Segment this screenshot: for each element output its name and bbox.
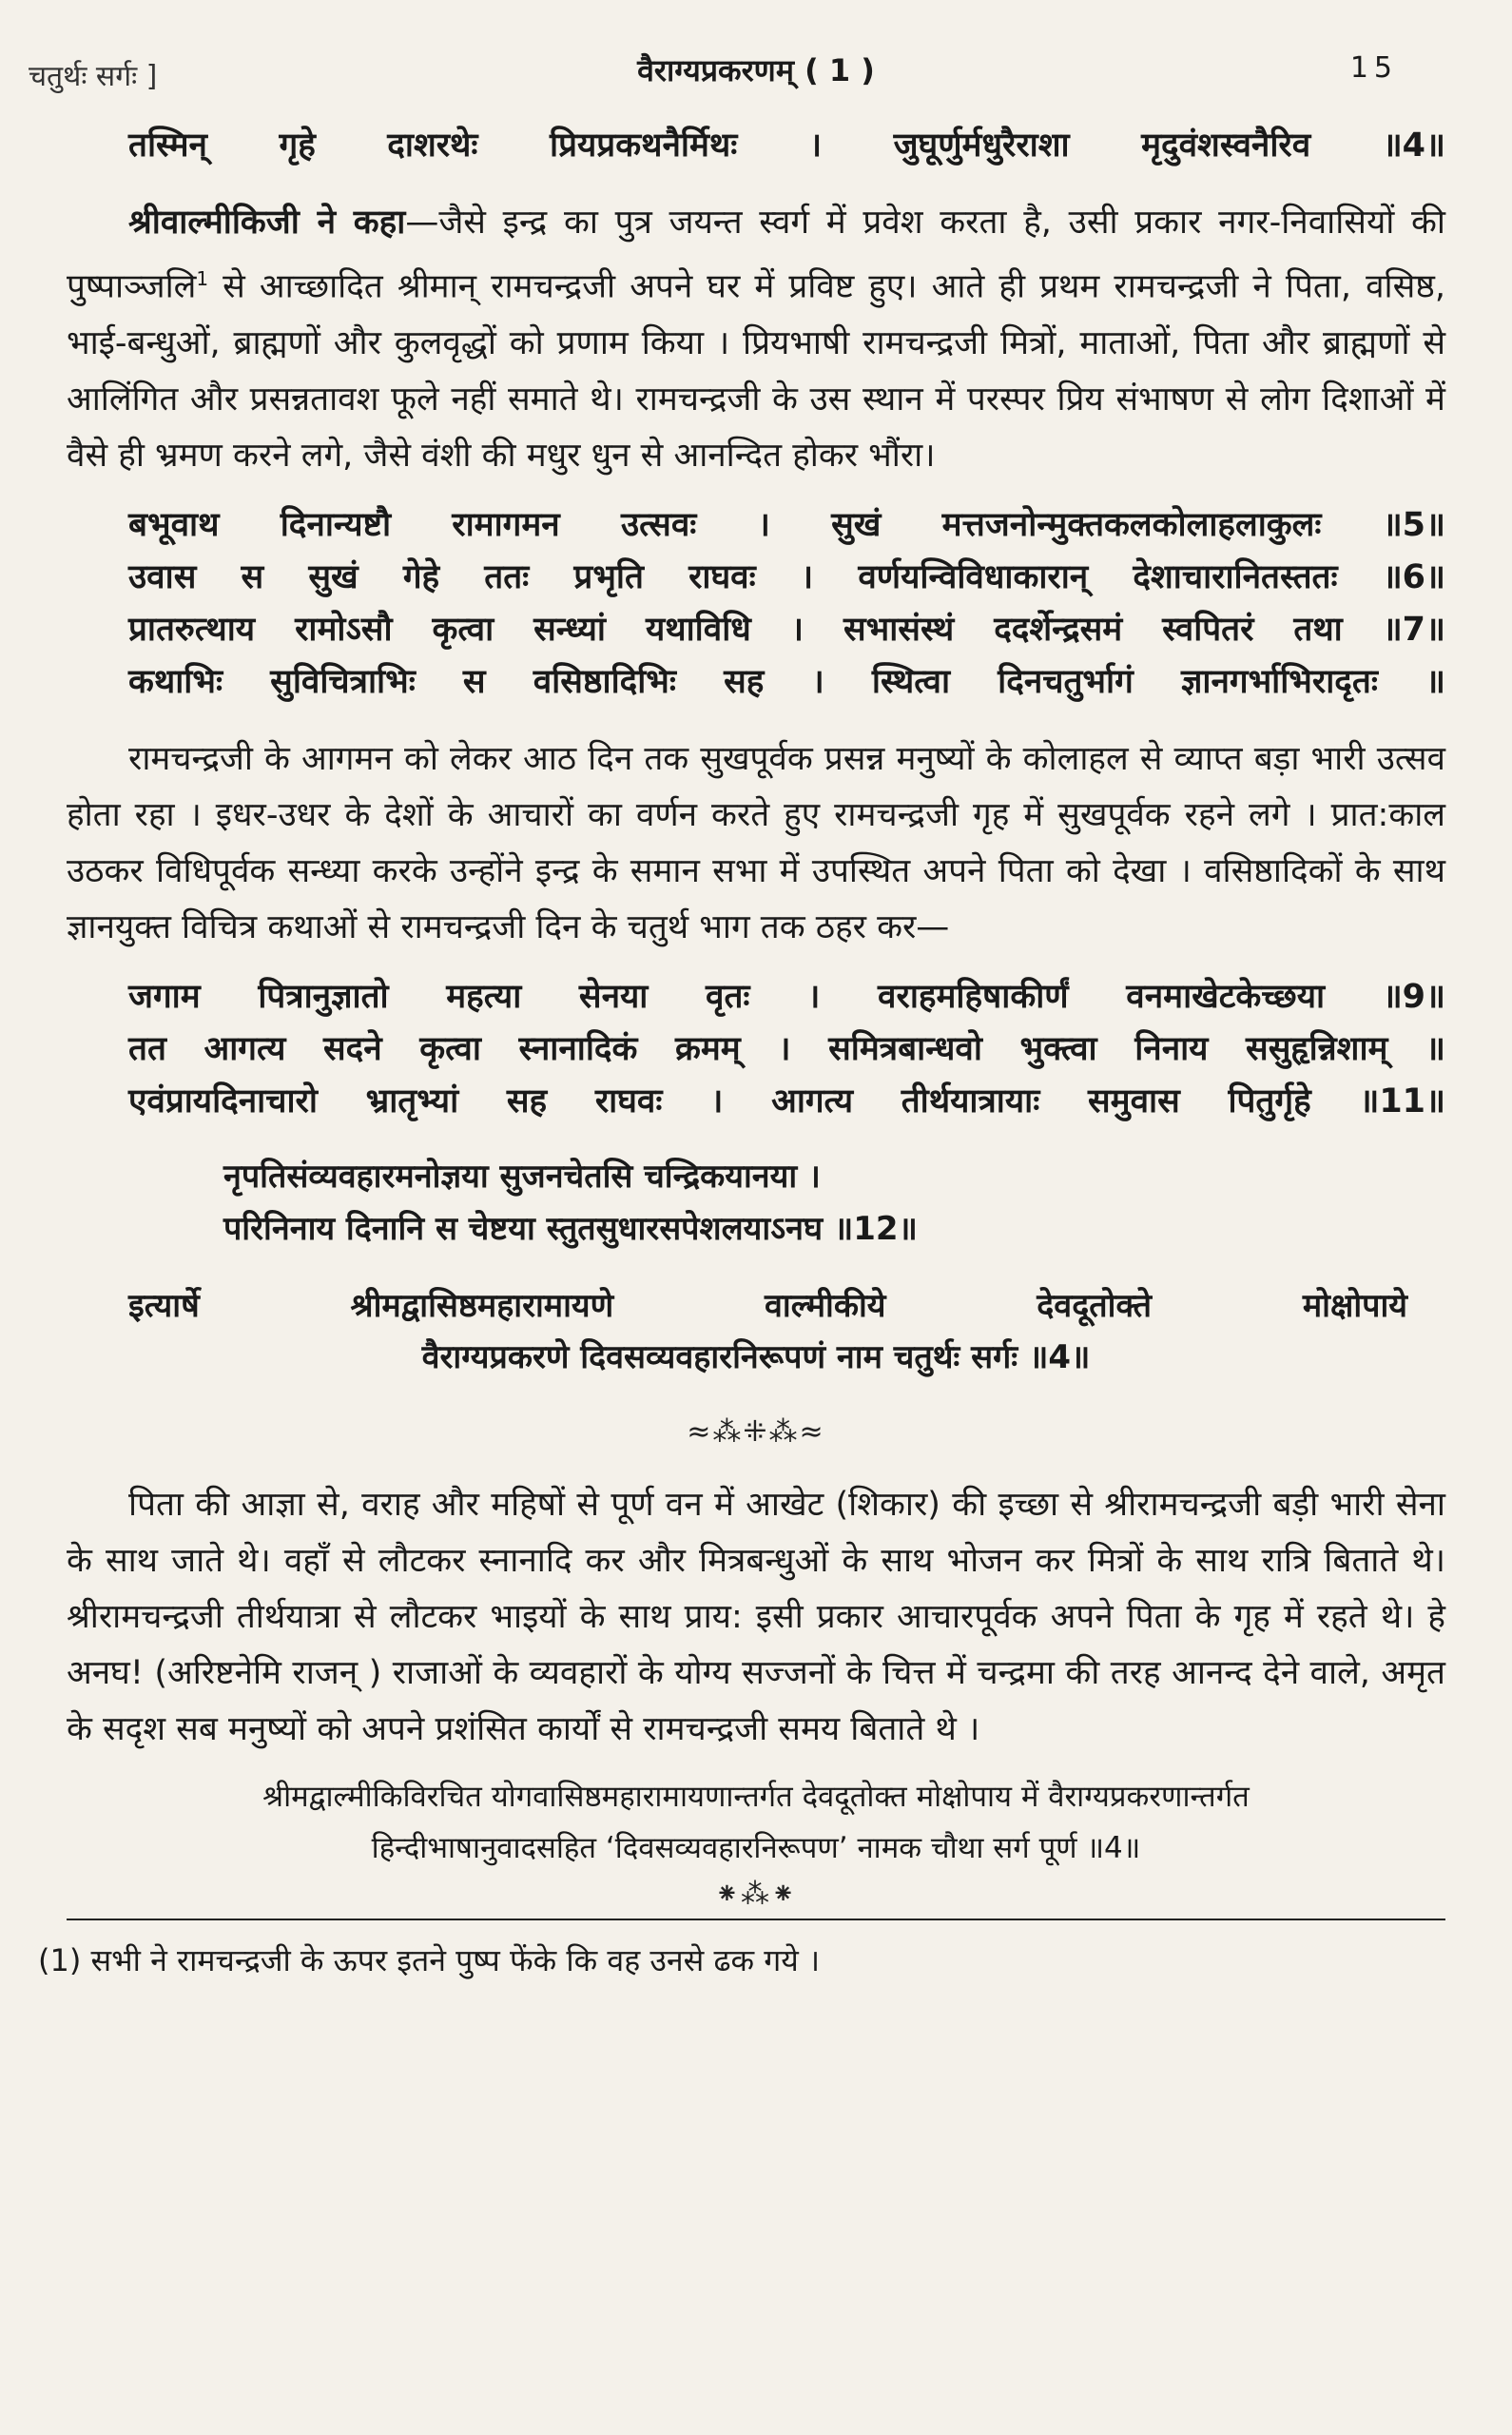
footnote: (1) सभी ने रामचन्द्रजी के ऊपर इतने पुष्प फेंके कि वह उनसे ढक गये । [38,1941,821,1978]
paragraph-3: पिता की आज्ञा से, वराह और महिषों से पूर्ण वन में आखेट (शिकार) की इच्छा से श्रीरामचन्द्रजी बड़ी भारी सेना के साथ जाते थे। वहाँ से लौटकर स्नानादि कर और मित्रबन्धुओं के साथ भोजन कर मित्रों के साथ रात्रि बिताते थे। श्रीरामचन्द्रजी तीर्थयात्रा से लौटकर भाइयों के साथ प्राय: इसी प्रकार आचारपूर्वक अपने पिता के गृह में रहते थे। हे अनघ! (अरिष्टनेमि राजन् ) राजाओं के व्यवहारों के योग्य सज्जनों के चित्त में चन्द्रमा की तरह आनन्द देने वाले, अमृत के सदृश सब मनुष्यों को अपने प्रशंसित कार्यों से रामचन्द्रजी समय बिताते थे । [67,1485,1445,1748]
paragraph-text: —जैसे इन्द्र का पुत्र जयन्त स्वर्ग में प्रवेश करता है, उसी प्रकार नगर-निवासियों की पुष्पाञ्जलि [67,204,1445,306]
header-title: वैराग्यप्रकरणम् ( 1 ) [637,52,875,88]
colophon-line: वैराग्यप्रकरणे दिवसव्यवहारनिरूपणं नाम चतुर्थः सर्गः ॥4॥ [421,1337,1091,1376]
ornament-divider: ≈⁂⁜⁂≈ [687,1414,825,1449]
verse-line: तत आगत्य सदने कृत्वा स्नानादिकं क्रमम् । समित्रबान्धवो भुक्त्वा निनाय ससुहृन्निशाम् ॥ [128,1029,1445,1068]
paragraph-1 [67,195,1445,484]
verse-12 [67,1151,1445,1256]
verse-line: कथाभिः सुविचित्राभिः स वसिष्ठादिभिः सह । स्थित्वा दिनचतुर्भागं ज्ञानगर्भाभिरादृतः ॥ [128,662,1445,701]
closing-line: श्रीमद्वाल्मीकिविरचित योगवासिष्ठमहारामायणान्तर्गत देवदूतोक्त मोक्षोपाय में वैराग्यप्रकरणान्तर्गत [262,1779,1250,1814]
page-number: 15 [1349,51,1398,85]
verse-line: नृपतिसंव्यवहारमनोज्ञया सुजनचेतसि चन्द्रिकयानया । [223,1157,821,1196]
verses-5-8 [67,499,1445,709]
verse-line: उवास स सुखं गेहे ततः प्रभृति राघवः । वर्णयन्विविधाकारान् देशाचारानितस्ततः ॥6॥ [128,557,1445,596]
verse-line: प्रातरुत्थाय रामोऽसौ कृत्वा सन्ध्यां यथाविधि । सभासंस्थं ददर्शेन्द्रसमं स्वपितरं तथा ॥7॥ [128,610,1445,649]
footnote-marker: 1 [196,267,209,290]
colophon-line: इत्यार्षे श्रीमद्वासिष्ठमहारामायणे वाल्मीकीये देवदूतोक्ते मोक्षोपाये [128,1286,1407,1325]
sanskrit-colophon [67,1280,1445,1383]
verse-line: परिनिनाय दिनानि स चेष्टया स्तुतसुधारसपेशलयाऽनघ ॥12॥ [223,1209,918,1248]
verses-9-11 [67,971,1445,1128]
closing-line: हिन्दीभाषानुवादसहित ‘दिवसव्यवहारनिरूपण’ नामक चौथा सर्ग पूर्ण ॥4॥ [371,1830,1141,1865]
running-header [29,46,1445,105]
verse-line: तस्मिन् गृहे दाशरथेः प्रियप्रकथनैर्मिथः । जुघूर्णुर्मधुरैराशा मृदुवंशस्वनैरिव ॥4॥ [128,127,1445,165]
speaker-lead: श्रीवाल्मीकिजी ने कहा [128,204,406,242]
verse-line: जगाम पित्रानुज्ञातो महत्या सेनया वृतः । वराहमहिषाकीर्णं वनमाखेटकेच्छया ॥9॥ [128,977,1445,1016]
verse-line: बभूवाथ दिनान्यष्टौ रामागमन उत्सवः । सुखं मत्तजनोन्मुक्तकलकोलाहलाकुलः ॥5॥ [128,505,1445,544]
verse-4 [67,120,1445,172]
paragraph-2: रामचन्द्रजी के आगमन को लेकर आठ दिन तक सुखपूर्वक प्रसन्न मनुष्यों के कोलाहल से व्याप्त बड़ा भारी उत्सव होता रहा । इधर-उधर के देशों के आचारों का वर्णन करते हुए रामचन्द्रजी गृह में सुखपूर्वक रहने लगे । प्रात:काल उठकर विधिपूर्वक सन्ध्या करके उन्होंने इन्द्र के समान सभा में उपस्थित अपने पिता को देखा । वसिष्ठादिकों के साथ ज्ञानयुक्त विचित्र कथाओं से रामचन्द्रजी दिन के चतुर्थ भाग तक ठहर कर— [67,739,1445,946]
footnote-rule [67,1919,1445,1920]
ornament-divider: ⁕⁂⁕ [714,1877,798,1911]
paragraph-text: से आच्छादित श्रीमान् रामचन्द्रजी अपने घर में प्रविष्ट हुए। आते ही प्रथम रामचन्द्रजी ने पिता, वसिष्ठ, भाई-बन्धुओं, ब्राह्मणों और कुलवृद्धों को प्रणाम किया । प्रियभाषी रामचन्द्रजी मित्रों, माताओं, पिता और ब्राह्मणों से आलिंगित और प्रसन्नतावश फूले नहीं समाते थे। रामचन्द्रजी के उस स्थान में परस्पर प्रिय संभाषण से लोग दिशाओं में वैसे ही भ्रमण करने लगे, जैसे वंशी की मधुर धुन से आनन्दित होकर भौंरा। [67,267,1445,475]
verse-line: एवंप्रायदिनाचारो भ्रातृभ्यां सह राघवः । आगत्य तीर्थयात्रायाः समुवास पितुर्गृहे ॥11॥ [128,1081,1445,1120]
header-chapter: चतुर्थः सर्गः ] [29,60,158,93]
hindi-colophon [67,1771,1445,1874]
